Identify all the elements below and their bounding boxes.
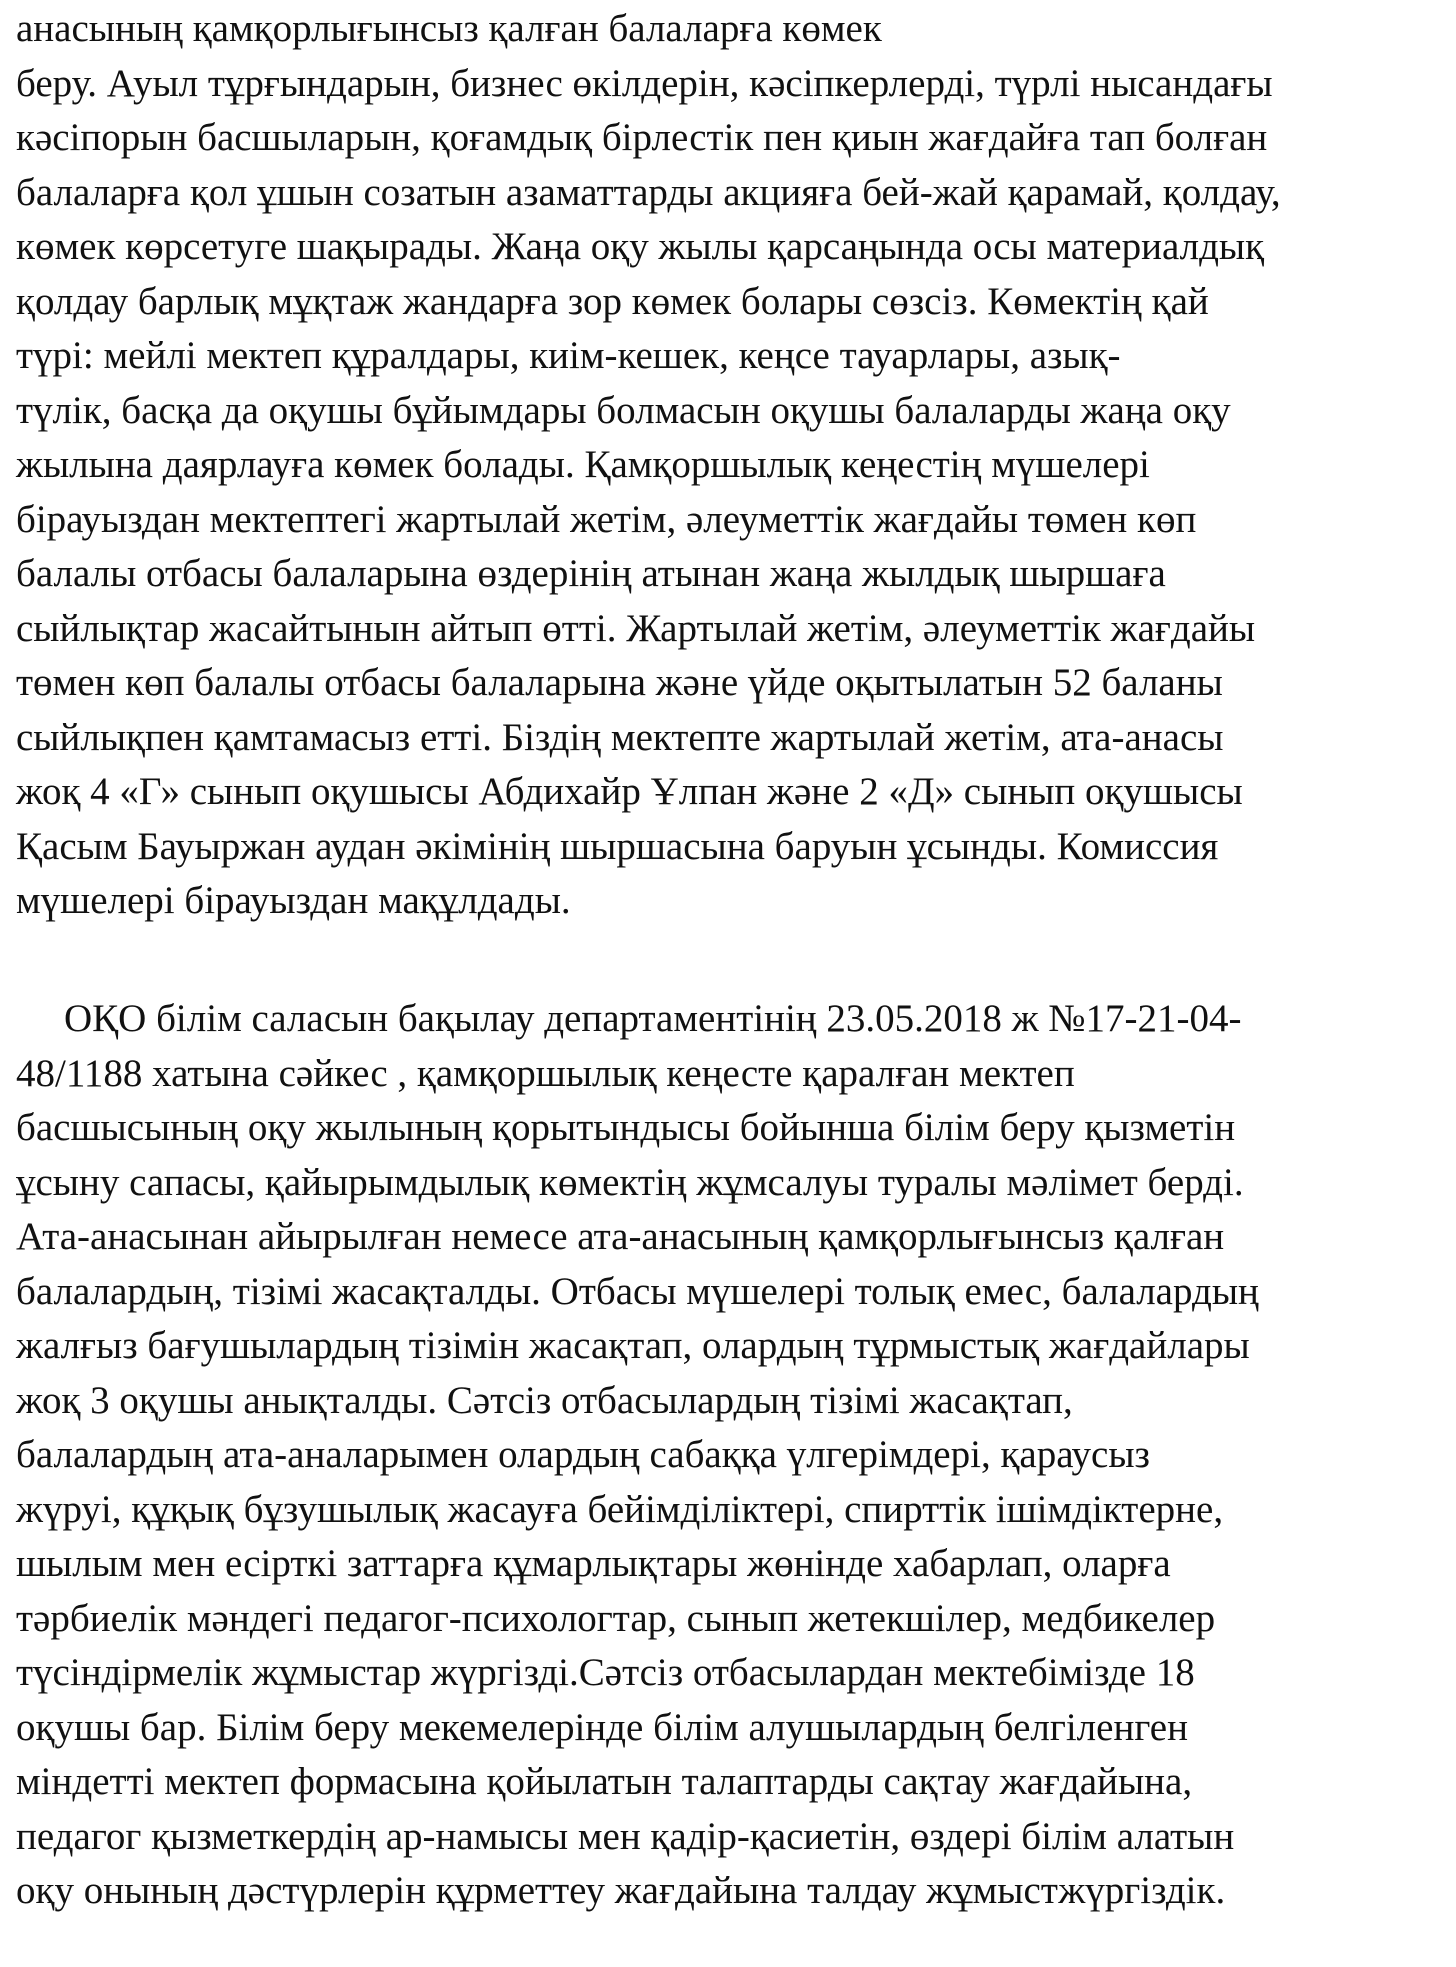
text-line: жоқ 3 оқушы анықталды. Сәтсіз отбасылардың тізімі жасақтап, [16, 1378, 1073, 1422]
text-line: балаларға қол ұшын созатын азаматтарды акцияға бей-жай қарамай, қолдау, [16, 170, 1281, 214]
text-line: балалардың ата-аналарымен олардың сабаққа үлгерімдері, қараусыз [16, 1433, 1150, 1476]
text-line: ұсыну сапасы, қайырымдылық көмектің жұмсалуы туралы мәлімет берді. [16, 1160, 1244, 1204]
text-line: басшысының оқу жылының қорытындысы бойынша білім беру қызметін [16, 1106, 1236, 1149]
text-line: түлік, басқа да оқушы бұйымдары болмасын оқушы балаларды жаңа оқу [16, 388, 1231, 432]
text-line: қолдау барлық мұқтаж жандарға зор көмек болары сөзсіз. Көмектің қай [16, 279, 1209, 323]
text-line: 48/1188 хатына сәйкес , қамқоршылық кеңесте қаралған мектеп [16, 1051, 1075, 1095]
text-line: мүшелері бірауыздан мақұлдады. [16, 879, 571, 922]
text-line: түрі: мейлі мектеп құралдары, киім-кешек, кеңсе тауарлары, азық- [16, 334, 1121, 377]
text-line: көмек көрсетуге шақырады. Жаңа оқу жылы қарсаңында осы материалдық [16, 225, 1265, 268]
text-line: төмен көп балалы отбасы балаларына және үйде оқытылатын 52 баланы [16, 661, 1223, 704]
text-line: оқушы бар. Білім беру мекемелерінде білім алушылардың белгіленген [16, 1705, 1188, 1749]
paragraph-1 [16, 2, 1446, 929]
text-line: оқу онының дәстүрлерін құрметтеу жағдайына талдау жұмыстжүргіздік. [16, 1869, 1226, 1912]
text-line: балалардың, тізімі жасақталды. Отбасы мүшелері толық емес, балалардың [16, 1269, 1259, 1313]
text-line: Қасым Бауыржан аудан әкімінің шыршасына баруын ұсынды. Комиссия [16, 824, 1219, 868]
text-line: анасының қамқорлығынсыз қалған балаларға көмек [16, 7, 882, 50]
text-line: кәсіпорын басшыларын, қоғамдық бірлестік пен қиын жағдайға тап болған [16, 116, 1268, 159]
text-line: сыйлықтар жасайтынын айтып өтті. Жартылай жетім, әлеуметтік жағдайы [16, 606, 1256, 650]
text-line: жоқ 4 «Г» сынып оқушысы Абдихайр Ұлпан және 2 «Д» сынып оқушысы [16, 770, 1243, 813]
text-line: педагог қызметкердің ар-намысы мен қадір-қасиетін, өздері білім алатын [16, 1814, 1235, 1858]
text-line: шылым мен есірткі заттарға құмарлықтары жөнінде хабарлап, оларға [16, 1542, 1171, 1585]
text-line: тәрбиелік мәндегі педагог-психологтар, сынып жетекшілер, медбикелер [16, 1596, 1216, 1640]
text-line: жылына даярлауға көмек болады. Қамқоршылық кеңестің мүшелері [16, 443, 1150, 486]
text-line: түсіндірмелік жұмыстар жүргізді.Сәтсіз отбасылардан мектебімізде 18 [16, 1651, 1195, 1694]
text-line: Ата-анасынан айырылған немесе ата-анасының қамқорлығынсыз қалған [16, 1215, 1225, 1258]
paragraph-2 [16, 992, 1446, 1919]
text-line: жалғыз бағушылардың тізімін жасақтап, олардың тұрмыстық жағдайлары [16, 1324, 1250, 1367]
text-line: балалы отбасы балаларына өздерінің атынан жаңа жылдық шыршаға [16, 552, 1166, 595]
text-line: беру. Ауыл тұрғындарын, бизнес өкілдерін, кәсіпкерлерді, түрлі нысандағы [16, 61, 1273, 105]
text-line-first: ОҚО білім саласын бақылау департаментінің 23.05.2018 ж №17-21-04- [64, 997, 1242, 1040]
text-line: сыйлықпен қамтамасыз етті. Біздің мектепте жартылай жетім, ата-анасы [16, 715, 1224, 759]
text-line: жүруі, құқық бұзушылық жасауға бейімділіктері, спирттік ішімдіктерне, [16, 1487, 1224, 1531]
text-line: бірауыздан мектептегі жартылай жетім, әлеуметтік жағдайы төмен көп [16, 497, 1197, 541]
text-line: міндетті мектеп формасына қойылатын талаптарды сақтау жағдайына, [16, 1760, 1193, 1803]
